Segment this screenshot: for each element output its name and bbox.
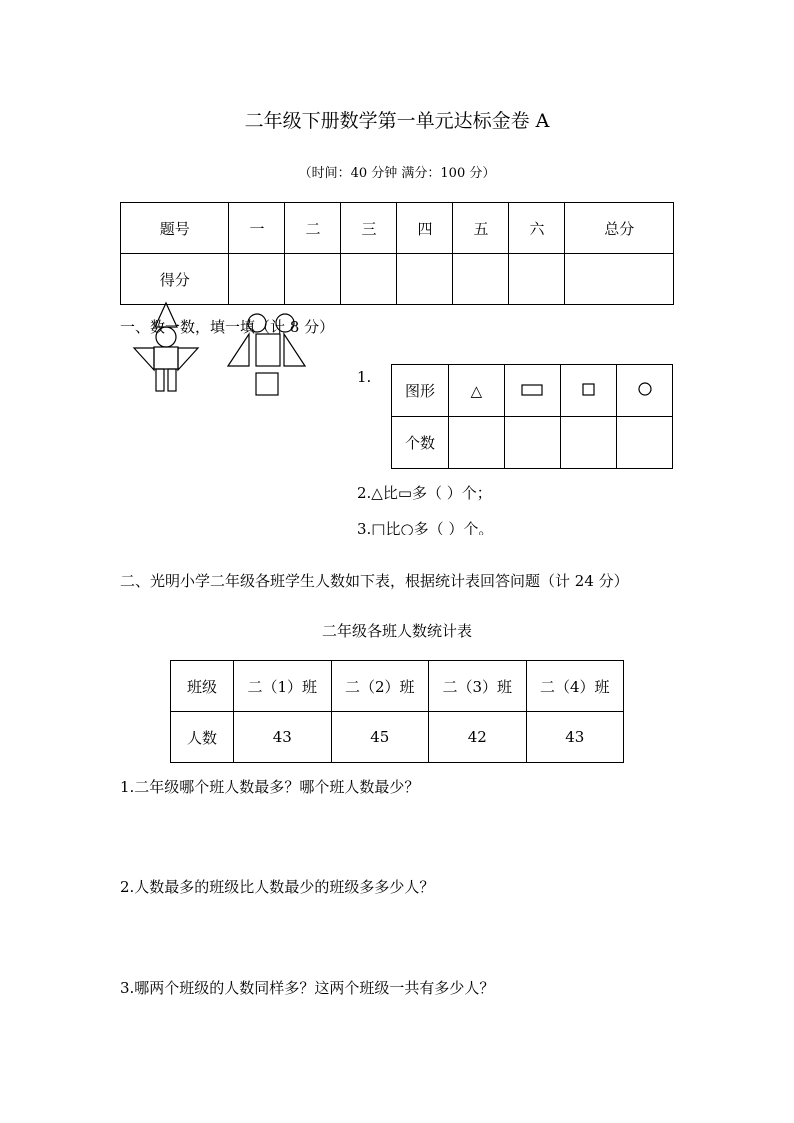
rectangle-icon — [504, 365, 560, 417]
count-blank-cell[interactable] — [504, 417, 560, 469]
document-title: 二年级下册数学第一单元达标金卷 A — [244, 110, 550, 132]
score-blank-cell[interactable] — [453, 254, 509, 305]
score-header-cell: 总分 — [565, 203, 674, 254]
section2-q1: 1.二年级哪个班人数最多？哪个班人数最少？ — [120, 778, 420, 796]
section2-q2: 2.人数最多的班级比人数最少的班级多多少人？ — [120, 878, 435, 896]
score-blank-cell[interactable] — [229, 254, 285, 305]
score-header-cell: 题号 — [121, 203, 229, 254]
section1-q3: 3.□比○多（ ）个。 — [357, 520, 494, 535]
shape-header-cell: 图形 — [392, 365, 449, 417]
score-table — [120, 202, 674, 305]
square-icon — [561, 365, 617, 417]
section2-heading: 二、光明小学二年级各班学生人数如下表，根据统计表回答问题（计 24 分） — [120, 572, 629, 590]
score-blank-cell[interactable] — [285, 254, 341, 305]
section1-heading: 一、数一数，填一填（计 8 分） — [120, 318, 335, 336]
robot-figure-right-icon — [228, 314, 305, 395]
triangle-icon: △ — [448, 365, 504, 417]
section1-q2: 2.△比▭多（ ）个； — [357, 484, 492, 502]
class-header-cell: 班级 — [171, 661, 234, 712]
class-header-cell: 二（4）班 — [526, 661, 624, 712]
exam-time-info: （时间：40 分钟 满分：100 分） — [298, 166, 496, 181]
class-value-cell: 43 — [234, 712, 332, 763]
robot-figure-left-icon — [134, 303, 198, 391]
count-blank-cell[interactable] — [617, 417, 673, 469]
class-value-cell: 42 — [429, 712, 527, 763]
score-header-cell: 四 — [397, 203, 453, 254]
score-blank-cell[interactable] — [509, 254, 565, 305]
shape-row-label: 个数 — [392, 417, 449, 469]
score-blank-cell[interactable] — [565, 254, 674, 305]
section1-q1-label: 1. — [357, 368, 372, 386]
class-header-cell: 二（1）班 — [234, 661, 332, 712]
class-row-label: 人数 — [171, 712, 234, 763]
score-header-cell: 五 — [453, 203, 509, 254]
section1-q3-clipped — [357, 518, 493, 535]
class-table-title: 二年级各班人数统计表 — [321, 622, 472, 640]
score-header-cell: 一 — [229, 203, 285, 254]
circle-icon — [617, 365, 673, 417]
count-blank-cell[interactable] — [448, 417, 504, 469]
shape-figures-illustration — [128, 300, 348, 400]
score-blank-cell[interactable] — [341, 254, 397, 305]
score-header-cell: 三 — [341, 203, 397, 254]
class-value-cell: 43 — [526, 712, 624, 763]
count-blank-cell[interactable] — [561, 417, 617, 469]
class-header-cell: 二（3）班 — [429, 661, 527, 712]
section2-q3: 3.哪两个班级的人数同样多？这两个班级一共有多少人？ — [120, 979, 495, 997]
class-header-cell: 二（2）班 — [331, 661, 429, 712]
shape-count-table — [391, 364, 673, 469]
class-value-cell: 45 — [331, 712, 429, 763]
score-blank-cell[interactable] — [397, 254, 453, 305]
score-header-cell: 六 — [509, 203, 565, 254]
score-header-cell: 二 — [285, 203, 341, 254]
class-count-table — [170, 660, 624, 763]
score-row-label: 得分 — [121, 254, 229, 305]
